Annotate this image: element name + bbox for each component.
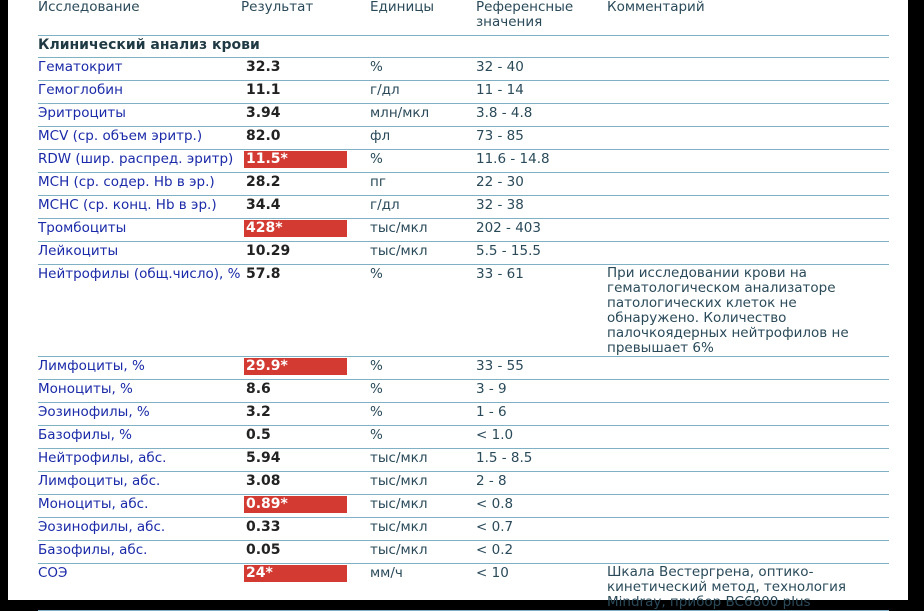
test-name: Лейкоциты bbox=[38, 241, 241, 264]
table-row bbox=[38, 126, 889, 149]
test-units: пг bbox=[370, 172, 476, 195]
test-reference: < 10 bbox=[476, 563, 607, 610]
test-name: MCV (ср. объем эритр.) bbox=[38, 126, 241, 149]
result-value: 28.2 bbox=[246, 173, 281, 190]
test-units: г/дл bbox=[370, 195, 476, 218]
test-name: MCHC (ср. конц. Hb в эр.) bbox=[38, 195, 241, 218]
test-result bbox=[241, 402, 370, 425]
test-name: Моноциты, % bbox=[38, 379, 241, 402]
test-reference: < 0.7 bbox=[476, 517, 607, 540]
test-result bbox=[241, 517, 370, 540]
test-name: СОЭ bbox=[38, 563, 241, 610]
header-result: Результат bbox=[241, 0, 370, 35]
test-name: Базофилы, абс. bbox=[38, 540, 241, 563]
result-value: 3.08 bbox=[246, 472, 281, 489]
table-row bbox=[38, 80, 889, 103]
test-result bbox=[241, 218, 370, 241]
result-value: 0.05 bbox=[246, 541, 281, 558]
test-comment bbox=[607, 103, 889, 126]
test-units: % bbox=[370, 379, 476, 402]
test-comment bbox=[607, 402, 889, 425]
test-comment bbox=[607, 80, 889, 103]
test-units: % bbox=[370, 425, 476, 448]
header-ref: Референсные значения bbox=[476, 0, 607, 35]
table-row bbox=[38, 448, 889, 471]
test-reference: 11.6 - 14.8 bbox=[476, 149, 607, 172]
test-result bbox=[241, 57, 370, 80]
result-value: 24* bbox=[244, 565, 347, 582]
result-value: 32.3 bbox=[246, 58, 281, 75]
test-name: Эритроциты bbox=[38, 103, 241, 126]
table-row bbox=[38, 241, 889, 264]
test-result bbox=[241, 241, 370, 264]
result-value: 11.5* bbox=[244, 151, 347, 168]
test-units: тыс/мкл bbox=[370, 517, 476, 540]
header-name: Исследование bbox=[38, 0, 241, 35]
table-row bbox=[38, 218, 889, 241]
test-name: Эозинофилы, абс. bbox=[38, 517, 241, 540]
test-reference: 5.5 - 15.5 bbox=[476, 241, 607, 264]
test-result bbox=[241, 80, 370, 103]
test-result bbox=[241, 563, 370, 610]
test-comment bbox=[607, 540, 889, 563]
result-value: 0.33 bbox=[246, 518, 281, 535]
table-row bbox=[38, 264, 889, 356]
result-value: 0.89* bbox=[244, 496, 347, 513]
test-units: % bbox=[370, 57, 476, 80]
result-value: 29.9* bbox=[244, 358, 347, 375]
test-reference: 33 - 61 bbox=[476, 264, 607, 356]
test-units: тыс/мкл bbox=[370, 494, 476, 517]
table-row bbox=[38, 149, 889, 172]
test-comment bbox=[607, 149, 889, 172]
test-reference: 3 - 9 bbox=[476, 379, 607, 402]
test-result bbox=[241, 264, 370, 356]
test-comment bbox=[607, 471, 889, 494]
test-reference: 3.8 - 4.8 bbox=[476, 103, 607, 126]
test-reference: 202 - 403 bbox=[476, 218, 607, 241]
test-comment: Шкала Вестергрена, оптико-кинетический метод, технология Mindray, прибор BC6800 plus bbox=[607, 563, 889, 610]
test-reference: 2 - 8 bbox=[476, 471, 607, 494]
test-reference: 32 - 38 bbox=[476, 195, 607, 218]
test-result bbox=[241, 195, 370, 218]
test-name: Эозинофилы, % bbox=[38, 402, 241, 425]
test-result bbox=[241, 471, 370, 494]
test-name: Лимфоциты, % bbox=[38, 356, 241, 379]
test-name: RDW (шир. распред. эритр) bbox=[38, 149, 241, 172]
test-name: Базофилы, % bbox=[38, 425, 241, 448]
table-row bbox=[38, 402, 889, 425]
test-result bbox=[241, 425, 370, 448]
test-comment bbox=[607, 379, 889, 402]
table-row bbox=[38, 471, 889, 494]
lab-report-page bbox=[8, 0, 908, 610]
result-value: 11.1 bbox=[246, 81, 281, 98]
result-value: 3.2 bbox=[246, 403, 271, 420]
test-comment bbox=[607, 356, 889, 379]
test-units: тыс/мкл bbox=[370, 471, 476, 494]
result-value: 428* bbox=[244, 220, 347, 237]
test-units: % bbox=[370, 356, 476, 379]
table-row bbox=[38, 356, 889, 379]
test-reference: < 1.0 bbox=[476, 425, 607, 448]
test-reference: 32 - 40 bbox=[476, 57, 607, 80]
table-row bbox=[38, 517, 889, 540]
test-name: Гематокрит bbox=[38, 57, 241, 80]
test-comment bbox=[607, 425, 889, 448]
test-units: тыс/мкл bbox=[370, 540, 476, 563]
test-comment bbox=[607, 494, 889, 517]
result-value: 57.8 bbox=[246, 265, 281, 282]
test-units: тыс/мкл bbox=[370, 218, 476, 241]
test-comment: При исследовании крови на гематологическом анализаторе патологических клеток не обнаружено. Количество палочкоядерных нейтрофилов не превышает 6% bbox=[607, 264, 889, 356]
table-row bbox=[38, 540, 889, 563]
test-comment bbox=[607, 241, 889, 264]
test-comment bbox=[607, 126, 889, 149]
test-result bbox=[241, 126, 370, 149]
test-reference: 1.5 - 8.5 bbox=[476, 448, 607, 471]
header-row bbox=[38, 0, 889, 35]
test-comment bbox=[607, 448, 889, 471]
test-reference: 1 - 6 bbox=[476, 402, 607, 425]
test-result bbox=[241, 172, 370, 195]
test-result bbox=[241, 103, 370, 126]
result-value: 8.6 bbox=[246, 380, 271, 397]
table-row bbox=[38, 195, 889, 218]
result-value: 0.5 bbox=[246, 426, 271, 443]
test-name: MCH (ср. содер. Hb в эр.) bbox=[38, 172, 241, 195]
test-units: % bbox=[370, 149, 476, 172]
test-result bbox=[241, 494, 370, 517]
test-reference: 33 - 55 bbox=[476, 356, 607, 379]
test-name: Лимфоциты, абс. bbox=[38, 471, 241, 494]
table-row bbox=[38, 494, 889, 517]
section-row bbox=[38, 35, 889, 57]
results-table bbox=[38, 0, 889, 611]
result-value: 3.94 bbox=[246, 104, 281, 121]
test-units: фл bbox=[370, 126, 476, 149]
result-value: 5.94 bbox=[246, 449, 281, 466]
result-value: 34.4 bbox=[246, 196, 281, 213]
test-name: Нейтрофилы, абс. bbox=[38, 448, 241, 471]
table-row bbox=[38, 425, 889, 448]
test-result bbox=[241, 540, 370, 563]
test-units: % bbox=[370, 264, 476, 356]
test-units: % bbox=[370, 402, 476, 425]
section-title: Клинический анализ крови bbox=[38, 35, 889, 57]
test-name: Моноциты, абс. bbox=[38, 494, 241, 517]
test-units: тыс/мкл bbox=[370, 448, 476, 471]
test-name: Гемоглобин bbox=[38, 80, 241, 103]
test-reference: < 0.2 bbox=[476, 540, 607, 563]
test-result bbox=[241, 448, 370, 471]
test-comment bbox=[607, 172, 889, 195]
test-reference: 73 - 85 bbox=[476, 126, 607, 149]
test-reference: 11 - 14 bbox=[476, 80, 607, 103]
table-row bbox=[38, 379, 889, 402]
test-units: мм/ч bbox=[370, 563, 476, 610]
test-name: Тромбоциты bbox=[38, 218, 241, 241]
test-units: млн/мкл bbox=[370, 103, 476, 126]
test-comment bbox=[607, 57, 889, 80]
test-name: Нейтрофилы (общ.число), % bbox=[38, 264, 241, 356]
test-result bbox=[241, 379, 370, 402]
table-row bbox=[38, 103, 889, 126]
test-units: тыс/мкл bbox=[370, 241, 476, 264]
test-result bbox=[241, 149, 370, 172]
test-reference: 22 - 30 bbox=[476, 172, 607, 195]
test-units: г/дл bbox=[370, 80, 476, 103]
result-value: 10.29 bbox=[246, 242, 291, 259]
test-comment bbox=[607, 218, 889, 241]
table-row bbox=[38, 563, 889, 610]
table-row bbox=[38, 57, 889, 80]
test-result bbox=[241, 356, 370, 379]
result-value: 82.0 bbox=[246, 127, 281, 144]
table-row bbox=[38, 172, 889, 195]
header-comment: Комментарий bbox=[607, 0, 889, 35]
test-reference: < 0.8 bbox=[476, 494, 607, 517]
test-comment bbox=[607, 517, 889, 540]
header-units: Единицы bbox=[370, 0, 476, 35]
test-comment bbox=[607, 195, 889, 218]
